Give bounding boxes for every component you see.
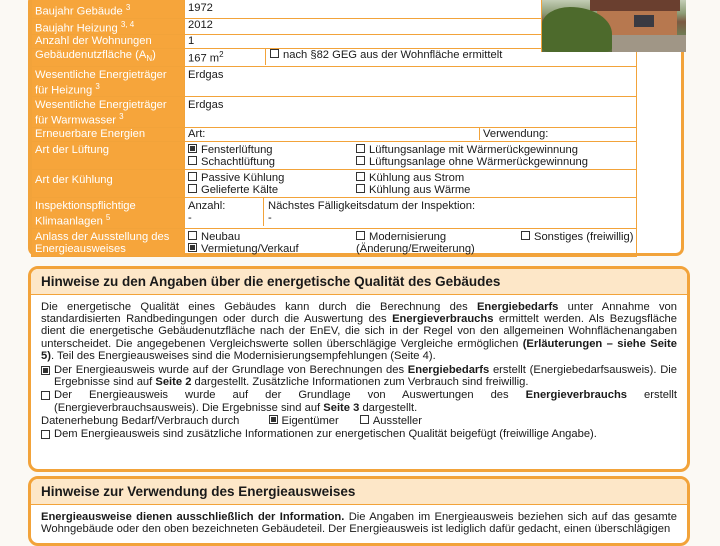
label-traeger-wasser: Wesentliche Energieträger für Warmwasser $^3$ (32, 97, 185, 128)
value-inspektion (185, 198, 637, 229)
checkbox-sonstiges[interactable] (521, 231, 530, 240)
checkbox-bedarfsausweis[interactable] (41, 366, 50, 375)
erneuerbare-art: Art: (185, 128, 480, 140)
checkbox-zusatzinfo[interactable] (41, 430, 50, 439)
panel1-intro: Die energetische Qualität eines Gebäudes kann durch die Berechnung des Energiebedarfs unter Annahme von standardisierten Randbedingungen oder durch die Auswertung des Energieverbrauchs ermittelt werden. Als Bezugsfläche dient die energetische Gebäudenutzfläche nach der EnEV, die sich in der Regel von den allgemeinen Wohnflächenangaben unterscheidet. Die angegebenen Vergleichswerte sollen überschlägige Vergleiche ermöglichen (Erläuterungen – siehe Seite 5). Teil des Energieausweises sind die Modernisierungsempfehlungen (Seite 4). (41, 301, 678, 362)
panel2-title: Hinweise zur Verwendung des Energieausweises (31, 479, 687, 505)
label-wohnungen: Anzahl der Wohnungen (32, 35, 185, 49)
value-kuehlung: Passive Kühlung Kühlung aus Strom Gelieferte Kälte Kühlung aus Wärme (185, 170, 637, 198)
label-kuehlung: Art der Kühlung (32, 170, 185, 198)
value-lueftung: Fensterlüftung Lüftungsanlage mit Wärmerückgewinnung Schachtlüftung Lüftungsanlage ohne Wärmerückgewinnung (185, 142, 637, 170)
building-photo (541, 0, 686, 52)
checkbox-fensterlueftung[interactable] (188, 144, 197, 153)
checkbox-vermietung-verkauf[interactable] (188, 243, 197, 252)
panel-verwendung (28, 476, 690, 546)
datenerhebung-row: Datenerhebung Bedarf/Verbrauch durch Eigentümer Aussteller (41, 414, 422, 427)
value-wohnungen: 1 (185, 35, 637, 49)
checkbox-lueftung-mit-wrg[interactable] (356, 144, 365, 153)
value-baujahr-heizung: 2012 (185, 18, 637, 35)
erneuerbare-verwendung: Verwendung: (483, 128, 549, 141)
value-traeger-wasser: Erdgas (185, 97, 637, 128)
inspektion-faellig-label: Nächstes Fälligkeitsdatum der Inspektion: (268, 200, 476, 213)
checkbox-aussteller[interactable] (360, 415, 369, 424)
checkbox-passive-kuehlung[interactable] (188, 172, 197, 181)
option-verbrauchsausweis: Der Energieausweis wurde auf der Grundlage von Auswertungen des Energieverbrauchs erstellt (Energieverbrauchsausweis). Die Ergebnisse sind auf Seite 3 dargestellt. (41, 389, 677, 413)
checkbox-verbrauchsausweis[interactable] (41, 391, 50, 400)
checkbox-lueftung-ohne-wrg[interactable] (356, 156, 365, 165)
value-traeger-heizung: Erdgas (185, 66, 637, 97)
label-baujahr-gebaeude: Baujahr Gebäude $^3$ (32, 0, 185, 18)
inspektion-faellig-value: - (268, 212, 272, 225)
label-baujahr-heizung: Baujahr Heizung $^{3, 4}$ (32, 18, 185, 35)
value-nutzflaeche: 167 $m^2$ nach §82 GEG aus der Wohnfläche ermittelt (185, 49, 637, 66)
label-anlass: Anlass der Ausstellung des Energieausweises (32, 228, 185, 256)
checkbox-schachtlueftung[interactable] (188, 156, 197, 165)
checkbox-modernisierung[interactable] (356, 231, 365, 240)
option-bedarfsausweis: Der Energieausweis wurde auf der Grundlage von Berechnungen des Energiebedarfs erstellt (Energiebedarfsausweis). Die Ergebnisse sind auf Seite 2 dargestellt. Zusätzliche Informationen zum Verbrauch sind freiwillig. (41, 364, 677, 388)
building-data-table (28, 0, 684, 256)
panel2-text: Energieausweise dienen ausschließlich der Information. Die Angaben im Energieausweis beziehen sich auf das gesamte Wohngebäude oder den oben bezeichneten Gebäudeteil. Der Energieausweis ist lediglich dafür gedacht, einen überschlägigen (41, 511, 677, 536)
value-baujahr-gebaeude: 1972 (185, 0, 637, 18)
label-erneuerbare: Erneuerbare Energien (32, 128, 185, 142)
value-erneuerbare (185, 128, 637, 142)
panel1-title: Hinweise zu den Angaben über die energetische Qualität des Gebäudes (31, 269, 687, 295)
panel-energetische-qualitaet (28, 266, 690, 472)
checkbox-geg82[interactable] (270, 49, 279, 58)
checkbox-kuehlung-strom[interactable] (356, 172, 365, 181)
checkbox-neubau[interactable] (188, 231, 197, 240)
checkbox-eigentuemer[interactable] (269, 415, 278, 424)
checkbox-gelieferte-kaelte[interactable] (188, 184, 197, 193)
checkbox-kuehlung-waerme[interactable] (356, 184, 365, 193)
label-nutzflaeche: Gebäudenutzfläche $(A_N)$ (32, 49, 185, 66)
label-lueftung: Art der Lüftung (32, 142, 185, 170)
option-zusatzinfo: Dem Energieausweis sind zusätzliche Informationen zur energetischen Qualität beigefügt (freiwillige Angabe). (41, 428, 677, 440)
label-traeger-heizung: Wesentliche Energieträger für Heizung $^3$ (32, 66, 185, 97)
inspektion-anzahl-value: - (188, 212, 192, 225)
inspektion-anzahl-label: Anzahl: (188, 200, 226, 213)
label-inspektion: Inspektionspflichtige Klimaanlagen $^5$ (32, 198, 185, 229)
value-anlass: Neubau Vermietung/Verkauf Modernisierung (Änderung/Erweiterung) Sonstiges (freiwillig) (185, 228, 637, 256)
